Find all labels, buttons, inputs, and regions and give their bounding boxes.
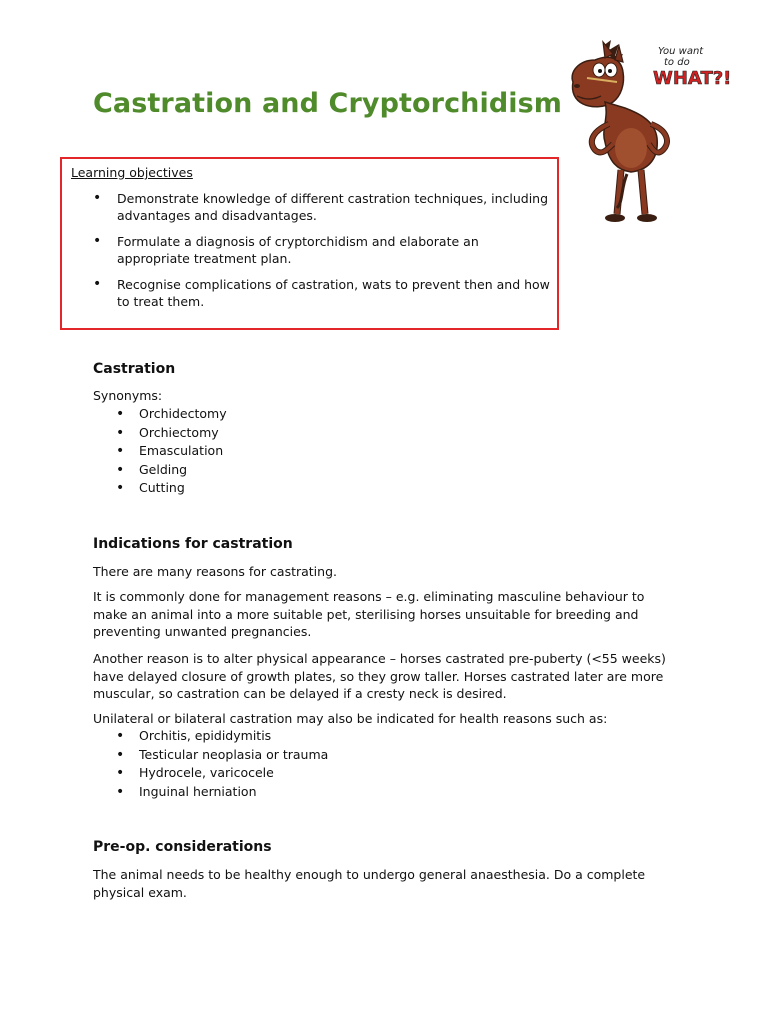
health-reason-item: • Inguinal herniation xyxy=(93,783,328,802)
health-reason-item: • Hydrocele, varicocele xyxy=(93,764,328,783)
health-reasons-list xyxy=(93,727,328,801)
objective-item: • Recognise complications of castration, wats to prevent then and how to treat them. xyxy=(71,276,551,310)
speech-text-line2: to do xyxy=(664,57,690,68)
indications-paragraph-1: There are many reasons for castrating. xyxy=(93,564,337,579)
speech-text-line3: WHAT?! xyxy=(653,68,732,89)
preop-heading: Pre-op. considerations xyxy=(93,839,272,855)
document-title: Castration and Cryptorchidism xyxy=(93,88,563,119)
synonym-item: • Orchidectomy xyxy=(93,405,227,424)
synonym-item: • Emasculation xyxy=(93,442,227,461)
indications-paragraph-3: Another reason is to alter physical appearance – horses castrated pre-puberty (<55 weeks) have delayed closure of growth plates, so they grow taller. Horses castrated later are more muscular, so castration can be delayed if a cresty neck is desired. xyxy=(93,651,666,701)
objective-item: • Demonstrate knowledge of different castration techniques, including advantages and disadvantages. xyxy=(71,190,551,224)
indications-heading: Indications for castration xyxy=(93,536,293,552)
preop-paragraph-1: The animal needs to be healthy enough to undergo general anaesthesia. Do a complete physical exam. xyxy=(93,867,646,900)
indications-paragraph-2: It is commonly done for management reasons – e.g. eliminating masculine behaviour to make an animal into a more suitable pet, sterilising horses unsuitable for breeding and preventing unwanted pregnancies. xyxy=(93,589,645,639)
synonym-item: • Gelding xyxy=(93,461,227,480)
health-reason-item: • Testicular neoplasia or trauma xyxy=(93,746,328,765)
learning-objectives-list xyxy=(71,190,551,319)
synonyms-list xyxy=(93,405,227,498)
synonym-item: • Orchiectomy xyxy=(93,424,227,443)
learning-objectives-box xyxy=(60,157,559,330)
indications-paragraph-4: Unilateral or bilateral castration may also be indicated for health reasons such as: xyxy=(93,711,608,726)
speech-text-line1: You want xyxy=(658,46,704,57)
objective-item: • Formulate a diagnosis of cryptorchidism and elaborate an appropriate treatment plan. xyxy=(71,233,551,267)
health-reason-item: • Orchitis, epididymitis xyxy=(93,727,328,746)
learning-objectives-heading: Learning objectives xyxy=(71,165,193,180)
synonym-item: • Cutting xyxy=(93,479,227,498)
castration-heading: Castration xyxy=(93,361,176,377)
synonyms-label: Synonyms: xyxy=(93,388,163,403)
cartoon-horse-illustration xyxy=(565,38,735,228)
